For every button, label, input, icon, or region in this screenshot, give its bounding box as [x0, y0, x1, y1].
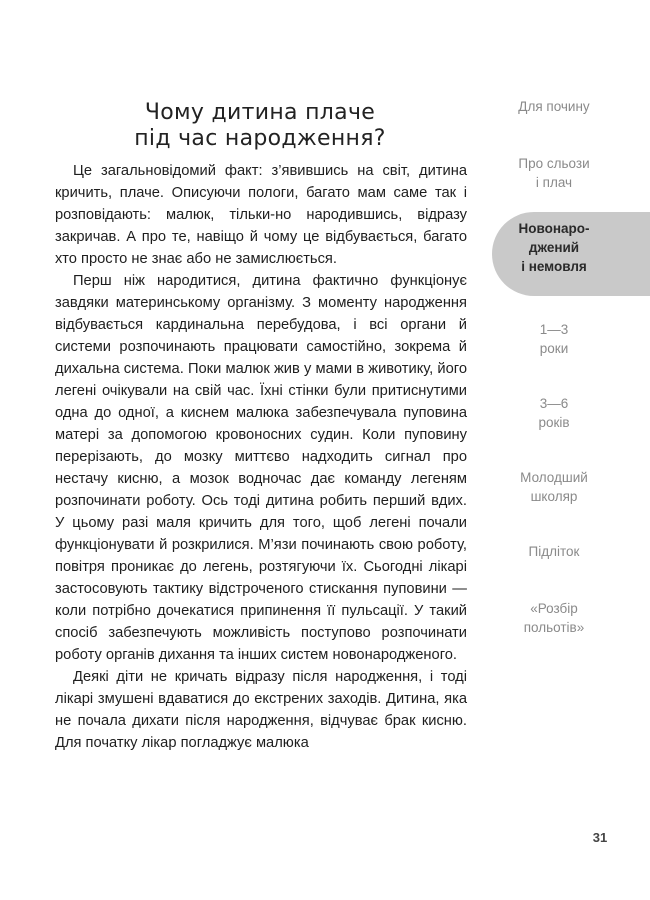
nav-item-tears-label-2: і плач: [535, 175, 573, 190]
body-text: [55, 160, 467, 754]
nav-item-debrief[interactable]: [492, 599, 616, 637]
nav-item-schoolchild-label-2: школяр: [530, 489, 578, 504]
paragraph-1: Це загальновідомий факт: з’явившись на світ, дитина кричить, плаче. Описуючи пологи, багато мам саме так і розповідають: малюк, тільки-но народившись, відразу закричав. А про те, навіщо й чому це відбувається, багато хто просто не знає або не замислюється.: [55, 163, 467, 267]
nav-item-debrief-label-2: польотів»: [523, 620, 585, 635]
page-number: 31: [592, 830, 608, 845]
chapter-title: [55, 100, 465, 152]
nav-item-3-6-years[interactable]: [492, 394, 616, 432]
nav-item-intro[interactable]: [492, 97, 616, 116]
nav-item-3-6-years-label-1: 3—6: [539, 396, 569, 411]
nav-item-1-3-years-label-1: 1—3: [539, 322, 569, 337]
nav-item-newborn-label-1: Новонаро-: [518, 221, 590, 236]
nav-item-teenager-label: Підліток: [528, 544, 580, 559]
nav-item-tears[interactable]: [492, 154, 616, 192]
nav-item-newborn-label-3: і немовля: [521, 259, 587, 274]
chapter-title-line-2: під час народження?: [134, 126, 386, 151]
nav-item-1-3-years[interactable]: [492, 320, 616, 358]
nav-item-newborn[interactable]: [492, 212, 650, 296]
nav-item-intro-label: Для почину: [518, 99, 590, 114]
nav-item-newborn-label-2: джений: [528, 240, 580, 255]
nav-item-schoolchild[interactable]: [492, 468, 616, 506]
nav-item-debrief-label-1: «Розбір: [530, 601, 578, 616]
paragraph-2: Перш ніж народитися, дитина фактично функціонує завдяки материнському організму. З моменту народження відбувається кардинальна перебудова, і всі органи й системи розпочинають працювати самостійно, зокрема й дихальна система. Поки малюк жив у мами в животику, його легені очікували на свій час. Їхні стінки були притиснутими одна до одної, а киснем малюка забезпечувала пуповина матері за допомогою кровоносних судин. Коли пуповину перерізають, до мозку миттєво надходить сигнал про нестачу кисню, а мозок водночас дає команду легеням розпочинати роботу. Ось тоді дитина робить перший вдих. У цьому разі маля кричить для того, щоб легені почали функціонувати й розкрилися. М’язи починають свою роботу, повітря проникає до легень, розтягуючи їх. Сьогодні лікарі застосовують тактику відстроченого стискання пуповини — коли потрібно дочекатися припинення її пульсації. У такий спосіб забезпечують можливість поступово розпочинати роботу органів дихання та інших систем новонародженого.: [55, 273, 467, 663]
nav-item-3-6-years-label-2: років: [538, 415, 570, 430]
nav-item-schoolchild-label-1: Молодший: [520, 470, 588, 485]
chapter-title-line-1: Чому дитина плаче: [144, 100, 376, 125]
nav-item-teenager[interactable]: [492, 542, 616, 561]
nav-item-1-3-years-label-2: роки: [539, 341, 569, 356]
paragraph-3: Деякі діти не кричать відразу після народження, і тоді лікарі змушені вдаватися до екстрених заходів. Дитина, яка не почала дихати після народження, відчуває брак кисню. Для початку лікар погладжує малюка: [55, 669, 467, 751]
nav-item-tears-label-1: Про сльози: [518, 156, 590, 171]
